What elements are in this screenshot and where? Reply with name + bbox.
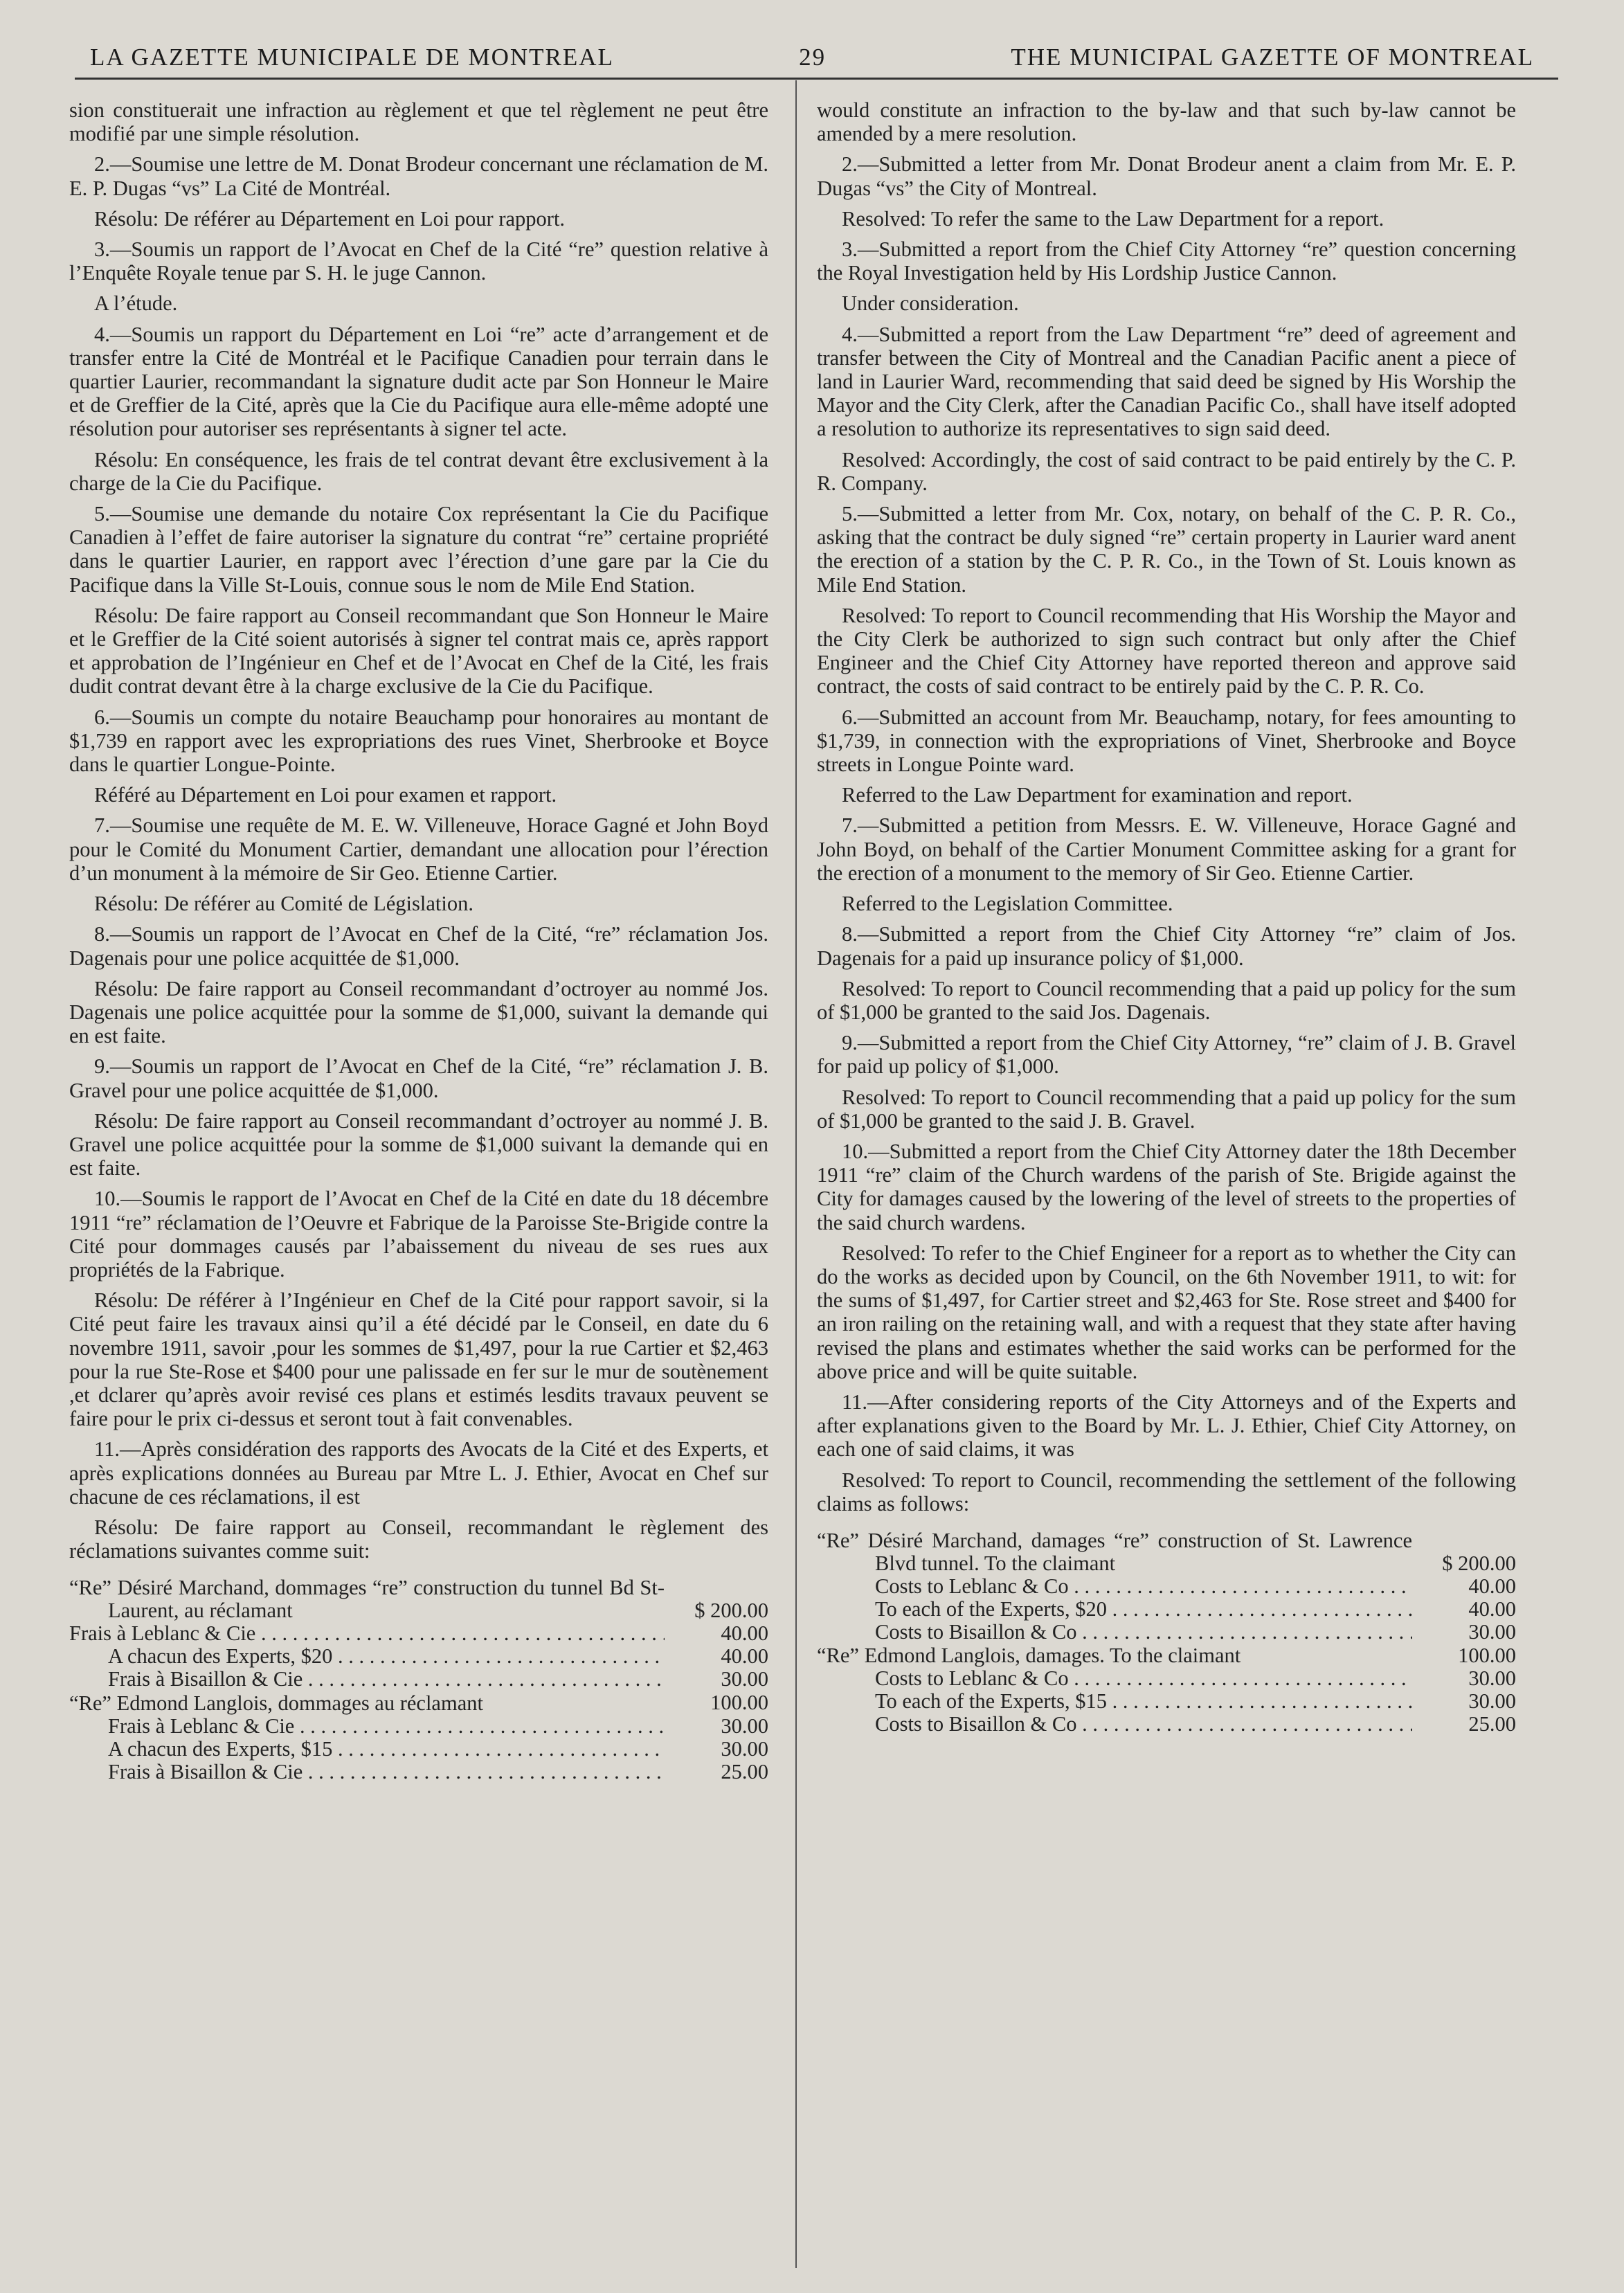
claim-amount: 30.00 [721,1714,768,1738]
claim-amount: 40.00 [1468,1574,1516,1598]
claim-amount: 30.00 [721,1736,768,1761]
paragraph: Resolved: Accordingly, the cost of said contract to be paid entirely by the C. P. R. Company. [817,447,1516,495]
claim-amount: 100.00 [1458,1643,1516,1667]
column-divider [795,80,797,2268]
claim-description: To each of the Experts, $15 . . . [817,1690,1412,1713]
paragraph: 10.—Soumis le rapport de l’Avocat en Chef de la Cité en date du 18 décembre 1911 “re” réclamation de l’Oeuvre et Fabrique de la Paroisse Ste-Brigide contre la Cité pour dommages causés par l’abaissement du niveau de ses rues aux propriétés de la Fabrique. [69,1187,768,1282]
paragraph: Resolved: To report to Council recommending that a paid up policy for the sum of $1,000 be granted to the said J. B. Gravel. [817,1085,1516,1133]
claim-entry [69,1738,768,1761]
paragraph: Under consideration. [842,291,1019,316]
claim-amount: $ 200.00 [1442,1551,1516,1575]
claim-description: A chacun des Experts, $20 . . . [69,1645,665,1668]
paragraph: 3.—Soumis un rapport de l’Avocat en Chef de la Cité “re” question relative à l’Enquête Royale tenue par S. H. le juge Cannon. [69,237,768,285]
paragraph: 9.—Submitted a report from the Chief City Attorney, “re” claim of J. B. Gravel for paid up policy of $1,000. [817,1031,1516,1079]
claim-entry [817,1690,1516,1713]
claim-amount: 25.00 [1468,1712,1516,1736]
claim-description: “Re” Désiré Marchand, dommages “re” construction du tunnel Bd St-Laurent, au réclamant [69,1576,665,1623]
page-header [90,42,1534,73]
paragraph: Resolved: To report to Council recommending that His Worship the Mayor and the City Clerk be authorized to sign such contract but only after the Chief Engineer and the Chief City Attorney have reported thereon and approve said contract, the costs of said contract to be entirely paid by the C. P. R. Co. [817,603,1516,699]
claim-description: Costs to Leblanc & Co . . . [817,1575,1412,1598]
claim-amount: 25.00 [721,1759,768,1783]
paragraph: Referred to the Legislation Committee. [842,892,1173,916]
paragraph: 5.—Submitted a letter from Mr. Cox, notary, on behalf of the C. P. R. Co., asking that the contract be duly signed “re” certain property in Laurier ward anent the erection of a station by the C. P. R. Co., in the Town of St. Louis known as Mile End Station. [817,502,1516,597]
claim-description: Frais à Leblanc & Cie . . . [69,1715,665,1738]
french-column [69,98,768,1783]
paragraph: Résolu: De faire rapport au Conseil recommandant d’octroyer au nommé J. B. Gravel une police acquittée pour la somme de $1,000 suivant la demande qui en est faite. [69,1108,768,1180]
paragraph: 4.—Submitted a report from the Law Department “re” deed of agreement and transfer between the City of Montreal and the Canadian Pacific anent a piece of land in Laurier Ward, recommending that said deed be signed by His Worship the Mayor and the City Clerk, after the Canadian Pacific Co., shall have itself adopted a resolution to authorize its representatives to sign said deed. [817,322,1516,441]
claim-description: To each of the Experts, $20 . . . [817,1598,1412,1621]
paragraph: A l’étude. [94,291,178,316]
page-number: 29 [799,44,827,71]
claim-entry [817,1644,1516,1667]
claim-description: Costs to Leblanc & Co . . . [817,1667,1412,1690]
paragraph: Résolu: De référer à l’Ingénieur en Chef de la Cité pour rapport savoir, si la Cité peut faire les travaux ainsi qu’il a été décidé par le Conseil, en date du 6 novembre 1911, savoir ,pour les sommes de $1,497, pour la rue Cartier et $2,463 pour la rue Ste-Rose et $400 pour une palissade en fer sur le mur de soutènement ,et dclarer qu’après avoir revisé ces plans et estimés lesdits travaux peuvent se faire pour le prix ci-dessus et seront tout à fait convenables. [69,1288,768,1431]
claim-entry [817,1667,1516,1690]
paragraph: 8.—Submitted a report from the Chief City Attorney “re” claim of Jos. Dagenais for a paid up insurance policy of $1,000. [817,922,1516,970]
claim-description: Frais à Bisaillon & Cie . . . [69,1668,665,1691]
paragraph: 6.—Soumis un compte du notaire Beauchamp pour honoraires au montant de $1,739 en rapport avec les expropriations des rues Vinet, Sherbrooke et Boyce dans le quartier Longue-Pointe. [69,705,768,777]
claim-entry [817,1598,1516,1621]
claim-entry [817,1713,1516,1736]
header-title-english: THE MUNICIPAL GAZETTE OF MONTREAL [1011,44,1534,71]
claim-entry [817,1575,1516,1598]
paragraph: Referred to the Law Department for examination and report. [842,783,1353,807]
claims-list-french [69,1576,768,1783]
claim-entry [817,1621,1516,1644]
english-column [817,98,1516,1736]
claim-description: “Re” Edmond Langlois, damages. To the claimant [817,1644,1241,1668]
claims-list-english [817,1529,1516,1736]
paragraph: 6.—Submitted an account from Mr. Beauchamp, notary, for fees amounting to $1,739, in connection with the expropriations of Vinet, Sherbrooke and Boyce streets in Longue Pointe ward. [817,705,1516,777]
paragraph: 11.—After considering reports of the City Attorneys and of the Experts and after explanations given to the Board by Mr. L. J. Ethier, Chief City Attorney, on each one of said claims, it was [817,1390,1516,1462]
claim-description: “Re” Edmond Langlois, dommages au réclamant [69,1691,483,1715]
paragraph: Résolu: De faire rapport au Conseil recommandant que Son Honneur le Maire et le Greffier de la Cité soient autorisés à signer tel contrat mais ce, après rapport et approbation de l’Ingénieur en Chef et de l’Avocat en Chef de la Cité, les frais dudit contrat devant être à la charge exclusive de la Cie du Pacifique. [69,603,768,699]
paragraph: 7.—Submitted a petition from Messrs. E. W. Villeneuve, Horace Gagné and John Boyd, on behalf of the Cartier Monument Committee asking for a grant for the erection of a monument to the memory of Sir Geo. Etienne Cartier. [817,813,1516,885]
paragraph: Résolu: En conséquence, les frais de tel contrat devant être exclusivement à la charge de la Cie du Pacifique. [69,447,768,495]
paragraph: Résolu: De référer au Comité de Législation. [94,892,473,916]
paragraph: sion constituerait une infraction au règlement et que tel règlement ne peut être modifié par une simple résolution. [69,98,768,146]
paragraph: 8.—Soumis un rapport de l’Avocat en Chef de la Cité, “re” réclamation Jos. Dagenais pour une police acquittée de $1,000. [69,922,768,970]
paragraph: 2.—Submitted a letter from Mr. Donat Brodeur anent a claim from Mr. E. P. Dugas “vs” the City of Montreal. [817,152,1516,200]
paragraph: Resolved: To refer the same to the Law Department for a report. [842,206,1384,231]
paragraph: would constitute an infraction to the by-law and that such by-law cannot be amended by a mere resolution. [817,98,1516,146]
claim-entry [69,1668,768,1691]
claim-entry [69,1645,768,1668]
paragraph: 11.—Après considération des rapports des Avocats de la Cité et des Experts, et après explications données au Bureau par Mtre L. J. Ethier, Avocat en Chef sur chacune de ces réclamations, il est [69,1437,768,1509]
paragraph: 5.—Soumise une demande du notaire Cox représentant la Cie du Pacifique Canadien à l’effet de faire autoriser la signature du contrat “re” certaine propriété dans le quartier Laurier, en rapport avec l’érection d’une gare par la Cie du Pacifique dans la Ville St-Louis, connue sous le nom de Mile End Station. [69,502,768,597]
header-title-french: LA GAZETTE MUNICIPALE DE MONTREAL [90,44,614,71]
claim-entry [69,1715,768,1738]
paragraph: 9.—Soumis un rapport de l’Avocat en Chef de la Cité, “re” réclamation J. B. Gravel pour une police acquittée de $1,000. [69,1054,768,1102]
claim-description: Costs to Bisaillon & Co . . . [817,1621,1412,1644]
claim-amount: 40.00 [721,1644,768,1669]
claim-amount: 30.00 [1468,1619,1516,1644]
claim-description: Frais à Bisaillon & Cie . . . [69,1761,665,1783]
claim-entry [69,1761,768,1783]
claim-description: “Re” Désiré Marchand, damages “re” construction of St. Lawrence Blvd tunnel. To the claimant [817,1528,1412,1575]
claim-amount: 30.00 [1468,1689,1516,1714]
paragraph: Référé au Département en Loi pour examen et rapport. [94,783,557,807]
claim-amount: 30.00 [1468,1666,1516,1691]
paragraph: 7.—Soumise une requête de M. E. W. Villeneuve, Horace Gagné et John Boyd pour le Comité du Monument Cartier, demandant une allocation pour l’érection d’un monument à la mémoire de Sir Geo. Etienne Cartier. [69,813,768,885]
claim-amount: 100.00 [710,1691,768,1715]
claim-amount: 30.00 [721,1667,768,1691]
claim-entry [69,1691,768,1714]
claim-amount: 40.00 [1468,1597,1516,1621]
paragraph: 2.—Soumise une lettre de M. Donat Brodeur concernant une réclamation de M. E. P. Dugas “vs” La Cité de Montréal. [69,152,768,200]
claim-description: A chacun des Experts, $15 . . . [69,1738,665,1761]
header-rule [75,78,1558,80]
claim-description: Frais à Leblanc & Cie . . . [69,1622,665,1645]
paragraph: Résolu: De faire rapport au Conseil recommandant d’octroyer au nommé Jos. Dagenais une police acquittée pour la somme de $1,000, suivant la demande qui en est faite. [69,976,768,1048]
claim-description: Costs to Bisaillon & Co . . . [817,1713,1412,1736]
paragraph: Résolu: De référer au Département en Loi pour rapport. [94,206,566,231]
claim-amount: $ 200.00 [694,1599,768,1623]
paragraph: Resolved: To report to Council recommending that a paid up policy for the sum of $1,000 be granted to the said Jos. Dagenais. [817,976,1516,1024]
paragraph: Resolved: To refer to the Chief Engineer for a report as to whether the City can do the works as decided upon by Council, on the 6th November 1911, to wit: for the sums of $1,497, for Cartier street and $2,463 for Ste. Rose street and $400 for an iron railing on the retaining wall, and with a request that they state after having revised the plans and estimates whether the said works can be performed for the above price and will be quite suitable. [817,1241,1516,1383]
paragraph: Résolu: De faire rapport au Conseil, recommandant le règlement des réclamations suivantes comme suit: [69,1515,768,1563]
paragraph: 10.—Submitted a report from the Chief City Attorney dater the 18th December 1911 “re” claim of the Church wardens of the parish of Ste. Brigide against the City for damages caused by the lowering of the level of streets to the properties of the said church wardens. [817,1139,1516,1234]
claim-entry [69,1576,768,1622]
claim-amount: 40.00 [721,1621,768,1646]
claim-entry [817,1529,1516,1575]
paragraph: Resolved: To report to Council, recommending the settlement of the following claims as follows: [817,1468,1516,1516]
paragraph: 4.—Soumis un rapport du Département en Loi “re” acte d’arrangement et de transfer entre la Cité de Montréal et le Pacifique Canadien pour terrain dans le quartier Laurier, recommandant la signature dudit acte par Son Honneur le Maire et de Greffier de la Cité, après que la Cie du Pacifique aura elle-même adopté une résolution pour autoriser ses représentants à signer tel acte. [69,322,768,441]
paragraph: 3.—Submitted a report from the Chief City Attorney “re” question concerning the Royal Investigation held by His Lordship Justice Cannon. [817,237,1516,285]
claim-entry [69,1622,768,1645]
